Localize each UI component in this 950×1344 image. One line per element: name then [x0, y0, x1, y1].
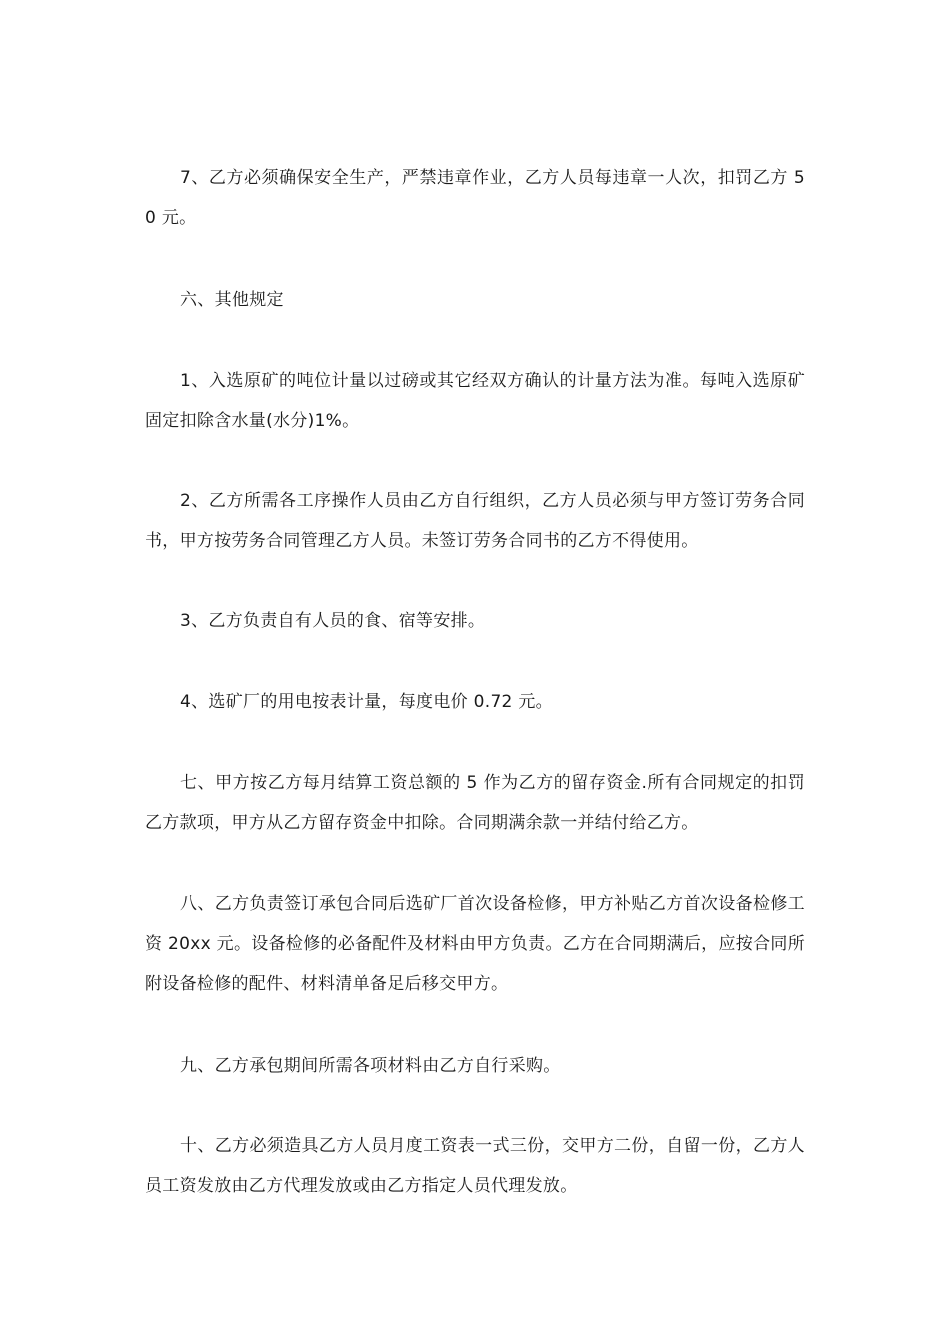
- paragraph-electricity: 4、选矿厂的用电按表计量，每度电价 0.72 元。: [180, 692, 553, 712]
- paragraph-materials: 九、乙方承包期间所需各项材料由乙方自行采购。: [180, 1056, 561, 1076]
- paragraph-equipment-repair: 八、乙方负责签订承包合同后选矿厂首次设备检修，甲方补贴乙方首次设备检修工资 20xx 元。设备检修的必备配件及材料由甲方负责。乙方在合同期满后，应按合同所附设备检修的配件、材料清单备足后移交甲方。: [145, 894, 805, 994]
- paragraph-labor-contract: 2、乙方所需各工序操作人员由乙方自行组织，乙方人员必须与甲方签订劳务合同书，甲方按劳务合同管理乙方人员。未签订劳务合同书的乙方不得使用。: [145, 491, 805, 551]
- paragraph-safety-rule: 7、乙方必须确保安全生产，严禁违章作业，乙方人员每违章一人次，扣罚乙方 50 元。: [145, 168, 805, 228]
- paragraph-payroll: 十、乙方必须造具乙方人员月度工资表一式三份，交甲方二份，自留一份，乙方人员工资发放由乙方代理发放或由乙方指定人员代理发放。: [145, 1136, 805, 1196]
- paragraph-ore-weighing: 1、入选原矿的吨位计量以过磅或其它经双方确认的计量方法为准。每吨入选原矿固定扣除含水量(水分)1%。: [145, 371, 805, 431]
- section-heading-other-rules: 六、其他规定: [180, 290, 284, 310]
- paragraph-retained-funds: 七、甲方按乙方每月结算工资总额的 5 作为乙方的留存资金.所有合同规定的扣罚乙方款项，甲方从乙方留存资金中扣除。合同期满余款一并结付给乙方。: [145, 773, 805, 833]
- paragraph-accommodation: 3、乙方负责自有人员的食、宿等安排。: [180, 611, 486, 631]
